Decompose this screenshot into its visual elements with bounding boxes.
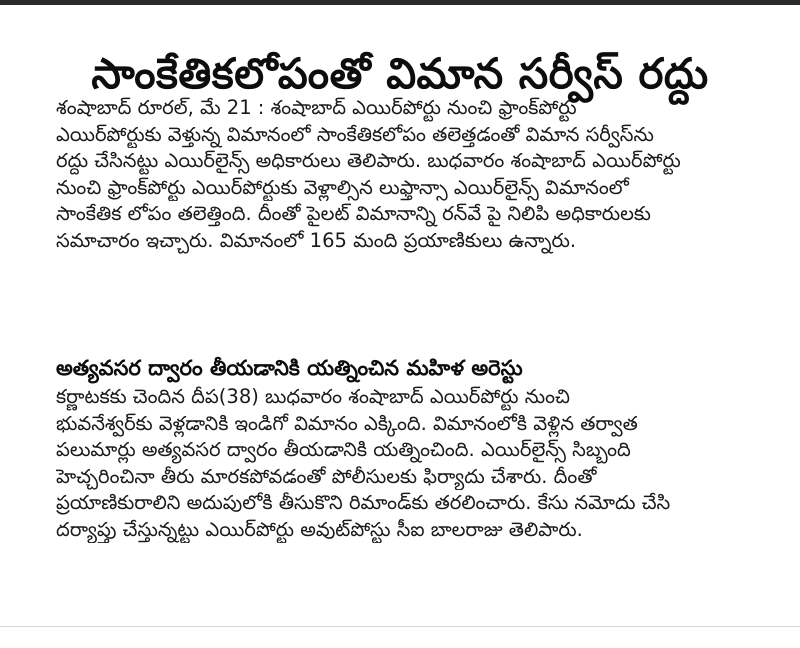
article-line: శంషాబాద్ రూరల్, మే 21 : శంషాబాద్ ఎయిర్‌పోర్టు నుంచి ఫ్రాంక్‌పోర్టు — [56, 96, 577, 119]
article-line: సమాచారం ఇచ్చారు. విమానంలో 165 మంది ప్రయాణికులు ఉన్నారు. — [56, 228, 577, 252]
article-line: సాంకేతిక లోపం తలెత్తింది. దీంతో పైలట్ విమానాన్ని రన్‌వే పై నిలిపి అధికారులకు — [56, 202, 651, 225]
article-line: ఎయిర్‌పోర్టుకు వెళ్తున్న విమానంలో సాంకేతికలోపం తలెత్తడంతో విమాన సర్వీస్‌ను — [56, 122, 654, 146]
article-body-1 — [56, 95, 770, 254]
article-line: దర్యాప్తు చేస్తున్నట్టు ఎయిర్‌పోర్టు అవుట్‌పోస్టు సీఐ బాలరాజు తెలిపారు. — [56, 517, 583, 541]
article-line: రద్దు చేసినట్టు ఎయిర్‌లైన్స్ అధికారులు తెలిపారు. బుధవారం శంషాబాద్ ఎయిర్‌పోర్టు — [56, 149, 681, 172]
article-line: పలుమార్లు అత్యవసర ద్వారం తీయడానికి యత్నించింది. ఎయిర్‌లైన్స్ సిబ్బంది — [56, 438, 631, 461]
article-subheading: అత్యవసర ద్వారం తీయడానికి యత్నించిన మహిళ అరెస్టు — [56, 356, 523, 381]
top-edge-bar — [0, 0, 800, 5]
article-line: భువనేశ్వర్‌కు వెళ్లడానికి ఇండిగో విమానం ఎక్కింది. విమానంలోకి వెళ్లిన తర్వాత — [56, 411, 638, 435]
article-line: కర్ణాటకకు చెందిన దీప(38) బుధవారం శంషాబాద్ ఎయిర్‌పోర్టు నుంచి — [56, 385, 570, 408]
article-body-2 — [56, 384, 770, 543]
article-line: నుంచి ఫ్రాంక్‌పోర్టు ఎయిర్‌పోర్టుకు వెళ్లాల్సిన లుఫ్తాన్సా ఎయిర్‌లైన్స్ విమానంలో — [56, 175, 629, 199]
article-line: హెచ్చరించినా తీరు మారకపోవడంతో పోలీసులకు ఫిర్యాదు చేశారు. దీంతో — [56, 464, 597, 488]
bottom-divider — [0, 626, 800, 627]
article-headline: సాంకేతికలోపంతో విమాన సర్వీస్ రద్దు — [91, 49, 709, 99]
article-line: ప్రయాణికురాలిని అదుపులోకి తీసుకొని రిమాండ్‌కు తరలించారు. కేసు నమోదు చేసి — [56, 491, 671, 514]
